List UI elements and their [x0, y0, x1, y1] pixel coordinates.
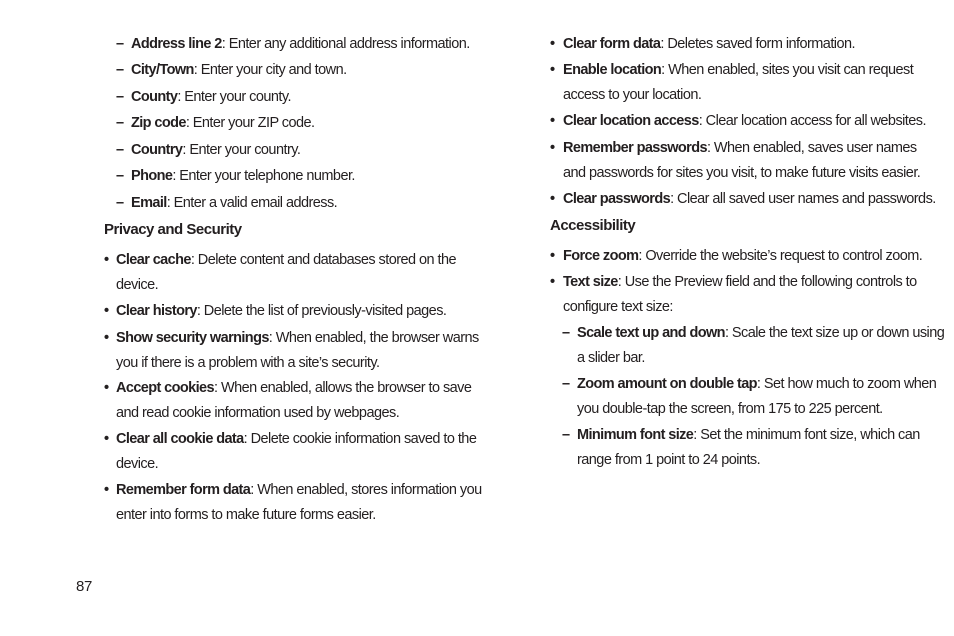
dash-marker: – [116, 168, 124, 184]
item-desc-cont: configure text size: [563, 298, 673, 315]
item-desc-cont: a slider bar. [577, 349, 645, 366]
bullet-marker: • [550, 113, 555, 129]
item-desc: : Enter your telephone number. [172, 168, 355, 184]
item-term: Clear history [116, 303, 197, 319]
bullet-marker: • [550, 36, 555, 52]
item-term: Phone [131, 168, 173, 184]
bullet-marker: • [104, 252, 109, 268]
item-desc: : Delete cookie information saved to the [243, 431, 477, 447]
item-desc: : When enabled, saves user names [706, 140, 917, 156]
item-term: Scale text up and down [577, 325, 725, 341]
item-desc: : Set how much to zoom when [756, 376, 937, 392]
item-term: Force zoom [563, 248, 639, 264]
item-desc-cont: you double-tap the screen, from 175 to 225 percent. [577, 400, 883, 417]
item-desc: : When enabled, allows the browser to save [213, 380, 472, 396]
item-term: Country [131, 142, 183, 158]
item-desc-cont: enter into forms to make future forms easier. [116, 506, 376, 523]
bullet-marker: • [104, 482, 109, 498]
item-term: Address line 2 [131, 36, 222, 52]
item-term: Enable location [563, 62, 662, 78]
item-desc-cont: device. [116, 276, 159, 293]
item-desc-cont: and passwords for sites you visit, to make future visits easier. [563, 164, 921, 181]
dash-marker: – [116, 115, 124, 131]
item-term: Text size [563, 274, 618, 290]
item-term: Minimum font size [577, 427, 694, 443]
item-desc: : Enter your ZIP code. [185, 115, 315, 131]
item-desc: : Set the minimum font size, which can [693, 427, 920, 443]
item-desc: : When enabled, the browser warns [268, 330, 479, 346]
item-desc: : Scale the text size up or down using [724, 325, 945, 341]
bullet-marker: • [104, 380, 109, 396]
item-term: Show security warnings [116, 330, 269, 346]
item-desc: : Enter your country. [182, 142, 301, 158]
item-term: Clear passwords [563, 191, 671, 207]
page-number: 87 [76, 578, 93, 595]
item-term: Clear location access [563, 113, 699, 129]
bullet-marker: • [104, 431, 109, 447]
dash-marker: – [562, 376, 570, 392]
item-term: Accept cookies [116, 380, 214, 396]
item-desc-cont: access to your location. [563, 86, 702, 103]
bullet-marker: • [104, 303, 109, 319]
item-desc: : Override the website’s request to control zoom. [638, 248, 923, 264]
item-desc: : Enter a valid email address. [166, 195, 338, 211]
item-term: Clear all cookie data [116, 431, 244, 447]
dash-marker: – [116, 195, 124, 211]
item-term: Clear form data [563, 36, 661, 52]
bullet-marker: • [550, 62, 555, 78]
item-desc-cont: range from 1 point to 24 points. [577, 451, 761, 468]
item-term: Email [131, 195, 167, 211]
item-term: Zip code [131, 115, 186, 131]
item-term: Zoom amount on double tap [577, 376, 757, 392]
item-term: Remember passwords [563, 140, 707, 156]
item-desc: : Enter your county. [177, 89, 291, 105]
item-desc: : When enabled, stores information you [250, 482, 482, 498]
dash-marker: – [116, 62, 124, 78]
bullet-marker: • [550, 191, 555, 207]
item-term: Clear cache [116, 252, 191, 268]
item-desc: : When enabled, sites you visit can request [661, 62, 914, 78]
item-desc: : Clear location access for all websites. [698, 113, 926, 129]
dash-marker: – [562, 427, 570, 443]
item-desc: : Clear all saved user names and passwords. [670, 191, 936, 207]
item-desc: : Delete the list of previously-visited pages. [196, 303, 447, 319]
item-desc: : Use the Preview field and the following controls to [617, 274, 917, 290]
item-desc-cont: device. [116, 455, 159, 472]
dash-marker: – [116, 36, 124, 52]
bullet-marker: • [550, 274, 555, 290]
item-term: County [131, 89, 178, 105]
item-desc-cont: and read cookie information used by webpages. [116, 404, 400, 421]
item-desc: : Enter any additional address information. [221, 36, 470, 52]
bullet-marker: • [550, 248, 555, 264]
item-desc: : Enter your city and town. [193, 62, 347, 78]
item-desc-cont: you if there is a problem with a site’s security. [116, 354, 380, 371]
dash-marker: – [562, 325, 570, 341]
item-desc: : Deletes saved form information. [660, 36, 855, 52]
bullet-marker: • [104, 330, 109, 346]
item-term: City/Town [131, 62, 194, 78]
section-heading-privacy: Privacy and Security [104, 221, 242, 238]
dash-marker: – [116, 89, 124, 105]
item-term: Remember form data [116, 482, 251, 498]
item-desc: : Delete content and databases stored on the [190, 252, 457, 268]
section-heading-accessibility: Accessibility [550, 217, 636, 234]
bullet-marker: • [550, 140, 555, 156]
dash-marker: – [116, 142, 124, 158]
